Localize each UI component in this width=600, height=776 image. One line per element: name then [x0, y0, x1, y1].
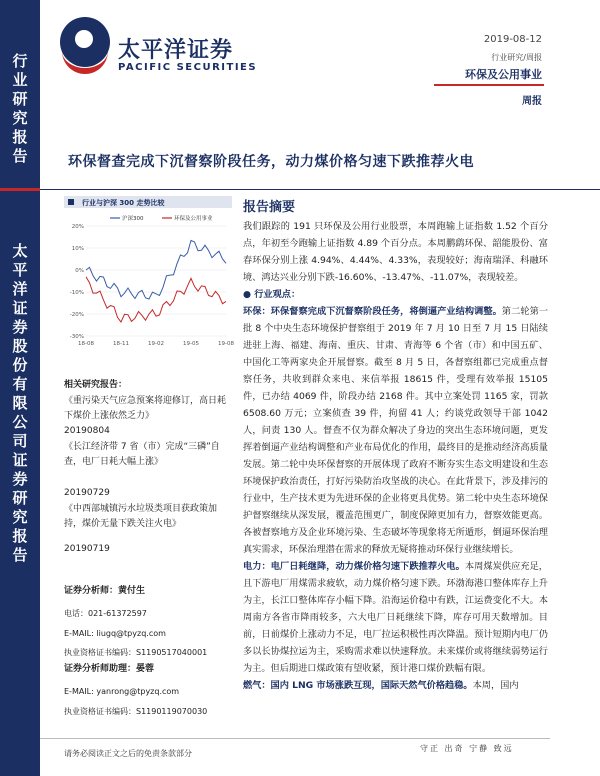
footer-disclaimer: 请务必阅读正文之后的免责条款部分: [64, 749, 192, 758]
chart-series-line: [86, 277, 226, 322]
header-rule: [434, 84, 544, 86]
summary-p2: 第二轮第一批 8 个中央生态环境保护督察组于 2019 年 7 月 10 日至 7 月 15 日陆续进驻上海、福建、海南、重庆、甘肃、青海等 6 个省（市）和中国五矿、中国化工等两家央企开展督察。截至 8 月 5 日，各督察组都已完成重点督察任务，共收到群众来电、来信举报 18615 件，受理有效举报 15105 件，已办结 4069 件，阶段办结 2168 件。其中立案处罚 1165 家，罚款 6508.60 万元；立案侦查 39 件，拘留 41 人；约谈党政领导干部 1042 人，问责 130 人。督查不仅为群众解决了身边的突出生态环境问题，更发挥着倒逼产业结构调整和产业布局优化的作用，最终目的是推动经济高质量发展。第二轮中央环保督察的开展体现了政府不断夯实生态文明建设和生态环境保护政治责任，打好污染防治攻坚战的决心。在此背景下，涉及排污的行业中，生产技术更为先进环保的企业将更具优势。第二轮中央生态环境保护督察继续从深发展，覆盖范围更广，制度保障更加有力，督察效能更高。各被督察地方及企业环境污染、生态破坏等现象将无所遁形，倒逼环保治理真实需求，环保治理潜在需求的释放无疑将推动环保行业继续增长。: [243, 306, 549, 555]
chart-y-tick: 20%: [71, 224, 84, 230]
analyst-2-name: 证券分析师助理：晏蓉: [64, 664, 155, 674]
chart-y-tick: -10%: [69, 290, 84, 296]
related-item-2: 《长江经济带 7 省（市）完成“三磷”自查，电厂日耗大幅上涨》: [64, 442, 220, 467]
summary-p1: 我们跟踪的 191 只环保及公用行业股票，本周跑输上证指数 1.52 个百分点，年初至今跑输上证指数 4.89 个百分点。本周鹏鹞环保、韶能股份、富春环保分别上涨 4.94%、4.44%、4.33%，表现较好；海南瑞泽、科融环境、鸿达兴业分别下跌-16.60%、-13.47%、-11.07%，表现较差。: [243, 221, 548, 283]
chart-x-tick: 18-11: [113, 341, 129, 347]
logo-en: PACIFIC SECURITIES: [118, 62, 258, 73]
analyst-1-phone: 电话：021-61372597: [64, 609, 147, 618]
p2-heading: 环保：环保督察完成下沉督察阶段任务，将倒逼产业结构调整。: [243, 306, 502, 317]
header-date: 2019-08-12: [483, 34, 542, 45]
related-date-2: 20190729: [64, 488, 110, 498]
sidebar: [0, 0, 40, 776]
related-date-3: 20190719: [64, 544, 110, 554]
footer-line: [40, 738, 550, 739]
chart-y-tick: 10%: [71, 246, 84, 252]
logo-cn: 太平洋证券: [118, 38, 234, 63]
p4-heading: 燃气：国内 LNG 市场涨跌互现，国际天然气价格趋稳。: [243, 680, 473, 691]
summary-title: 报告摘要: [243, 200, 296, 215]
analyst-2-email[interactable]: E-MAIL: yanrong@tpyzq.com: [64, 687, 180, 696]
title-rule: [40, 189, 600, 190]
related-item-3: 《中西部城镇污水垃圾类项目获政策加持，煤价无量下跌关注火电》: [64, 504, 218, 529]
chart-y-tick: 0%: [75, 268, 84, 274]
analyst-1-email[interactable]: E-MAIL: liugq@tpyzq.com: [64, 629, 166, 638]
sidebar-divider: [0, 188, 40, 191]
header-category: 行业研究/周报: [491, 53, 542, 62]
chart-svg: [64, 196, 232, 354]
related-label: 相关研究报告：: [64, 380, 128, 390]
chart-legend-label: 沪深300: [122, 216, 144, 222]
analyst-1-cert: 执业资格证书编码：S1190517040001: [64, 648, 208, 657]
analyst-1-name: 证券分析师：黄付生: [64, 586, 146, 596]
chart-title: 行业与沪深 300 走势比较: [82, 199, 165, 207]
chart-y-tick: -30%: [69, 334, 84, 340]
summary-body: [243, 218, 548, 694]
bullet-title: ● 行业观点：: [243, 289, 301, 300]
related-date-1: 20190804: [64, 426, 110, 436]
analyst-2-cert: 执业资格证书编码：S1190119070030: [64, 707, 208, 716]
sidebar-bottom-label: 太 平 洋 证 券 股 份 有 限 公 司 证 券 研 究 报 告: [12, 242, 28, 564]
logo-inner: [75, 30, 93, 48]
chart-y-tick: -20%: [69, 312, 84, 318]
chart-x-tick: 19-02: [148, 341, 164, 347]
summary-p3: 本周煤炭供应充足，且下游电厂用煤需求疲软，动力煤价格匀速下跌。环渤海港口整体库存上升为主，长江口整体库存小幅下降。沿海运价稳中有跌，江运费变化不大。本周南方各省市降雨较多，六大电厂日耗继续下降，库存可用天数增加。目前，日前煤价上涨动力不足，电厂拉运积极性再次降温。预计短期内电厂仍多以长协煤拉运为主，采购需求难以快速释放。未来煤价或将继续弱势运行为主。但后期进口煤政策有望收紧，预计港口煤价跌幅有限。: [243, 561, 548, 674]
sidebar-top-label: 行 业 研 究 报 告: [12, 52, 28, 165]
header-industry: 环保及公用事业: [465, 68, 542, 81]
chart-x-tick: 19-05: [183, 341, 199, 347]
chart-x-tick: 19-08: [218, 341, 234, 347]
comparison-chart: [64, 196, 232, 354]
chart-x-tick: 18-08: [78, 341, 94, 347]
chart-title-marker: [68, 199, 74, 205]
chart-legend-label: 环保及公用事业: [174, 216, 213, 222]
page-title: 环保督查完成下沉督察阶段任务，动力煤价格匀速下跌推荐火电: [68, 154, 474, 170]
p3-heading: 电力：电厂日耗继降，动力煤价格匀速下跌推荐火电。: [243, 561, 465, 572]
related-item-1: 《重污染天气应急预案将迎修订，高日耗下煤价上涨依然乏力》: [64, 396, 227, 421]
header-type: 周报: [522, 96, 542, 107]
footer-stamp: 守正 出奇 宁静 致远: [420, 744, 514, 753]
summary-p4: 本周，国内: [472, 680, 519, 691]
